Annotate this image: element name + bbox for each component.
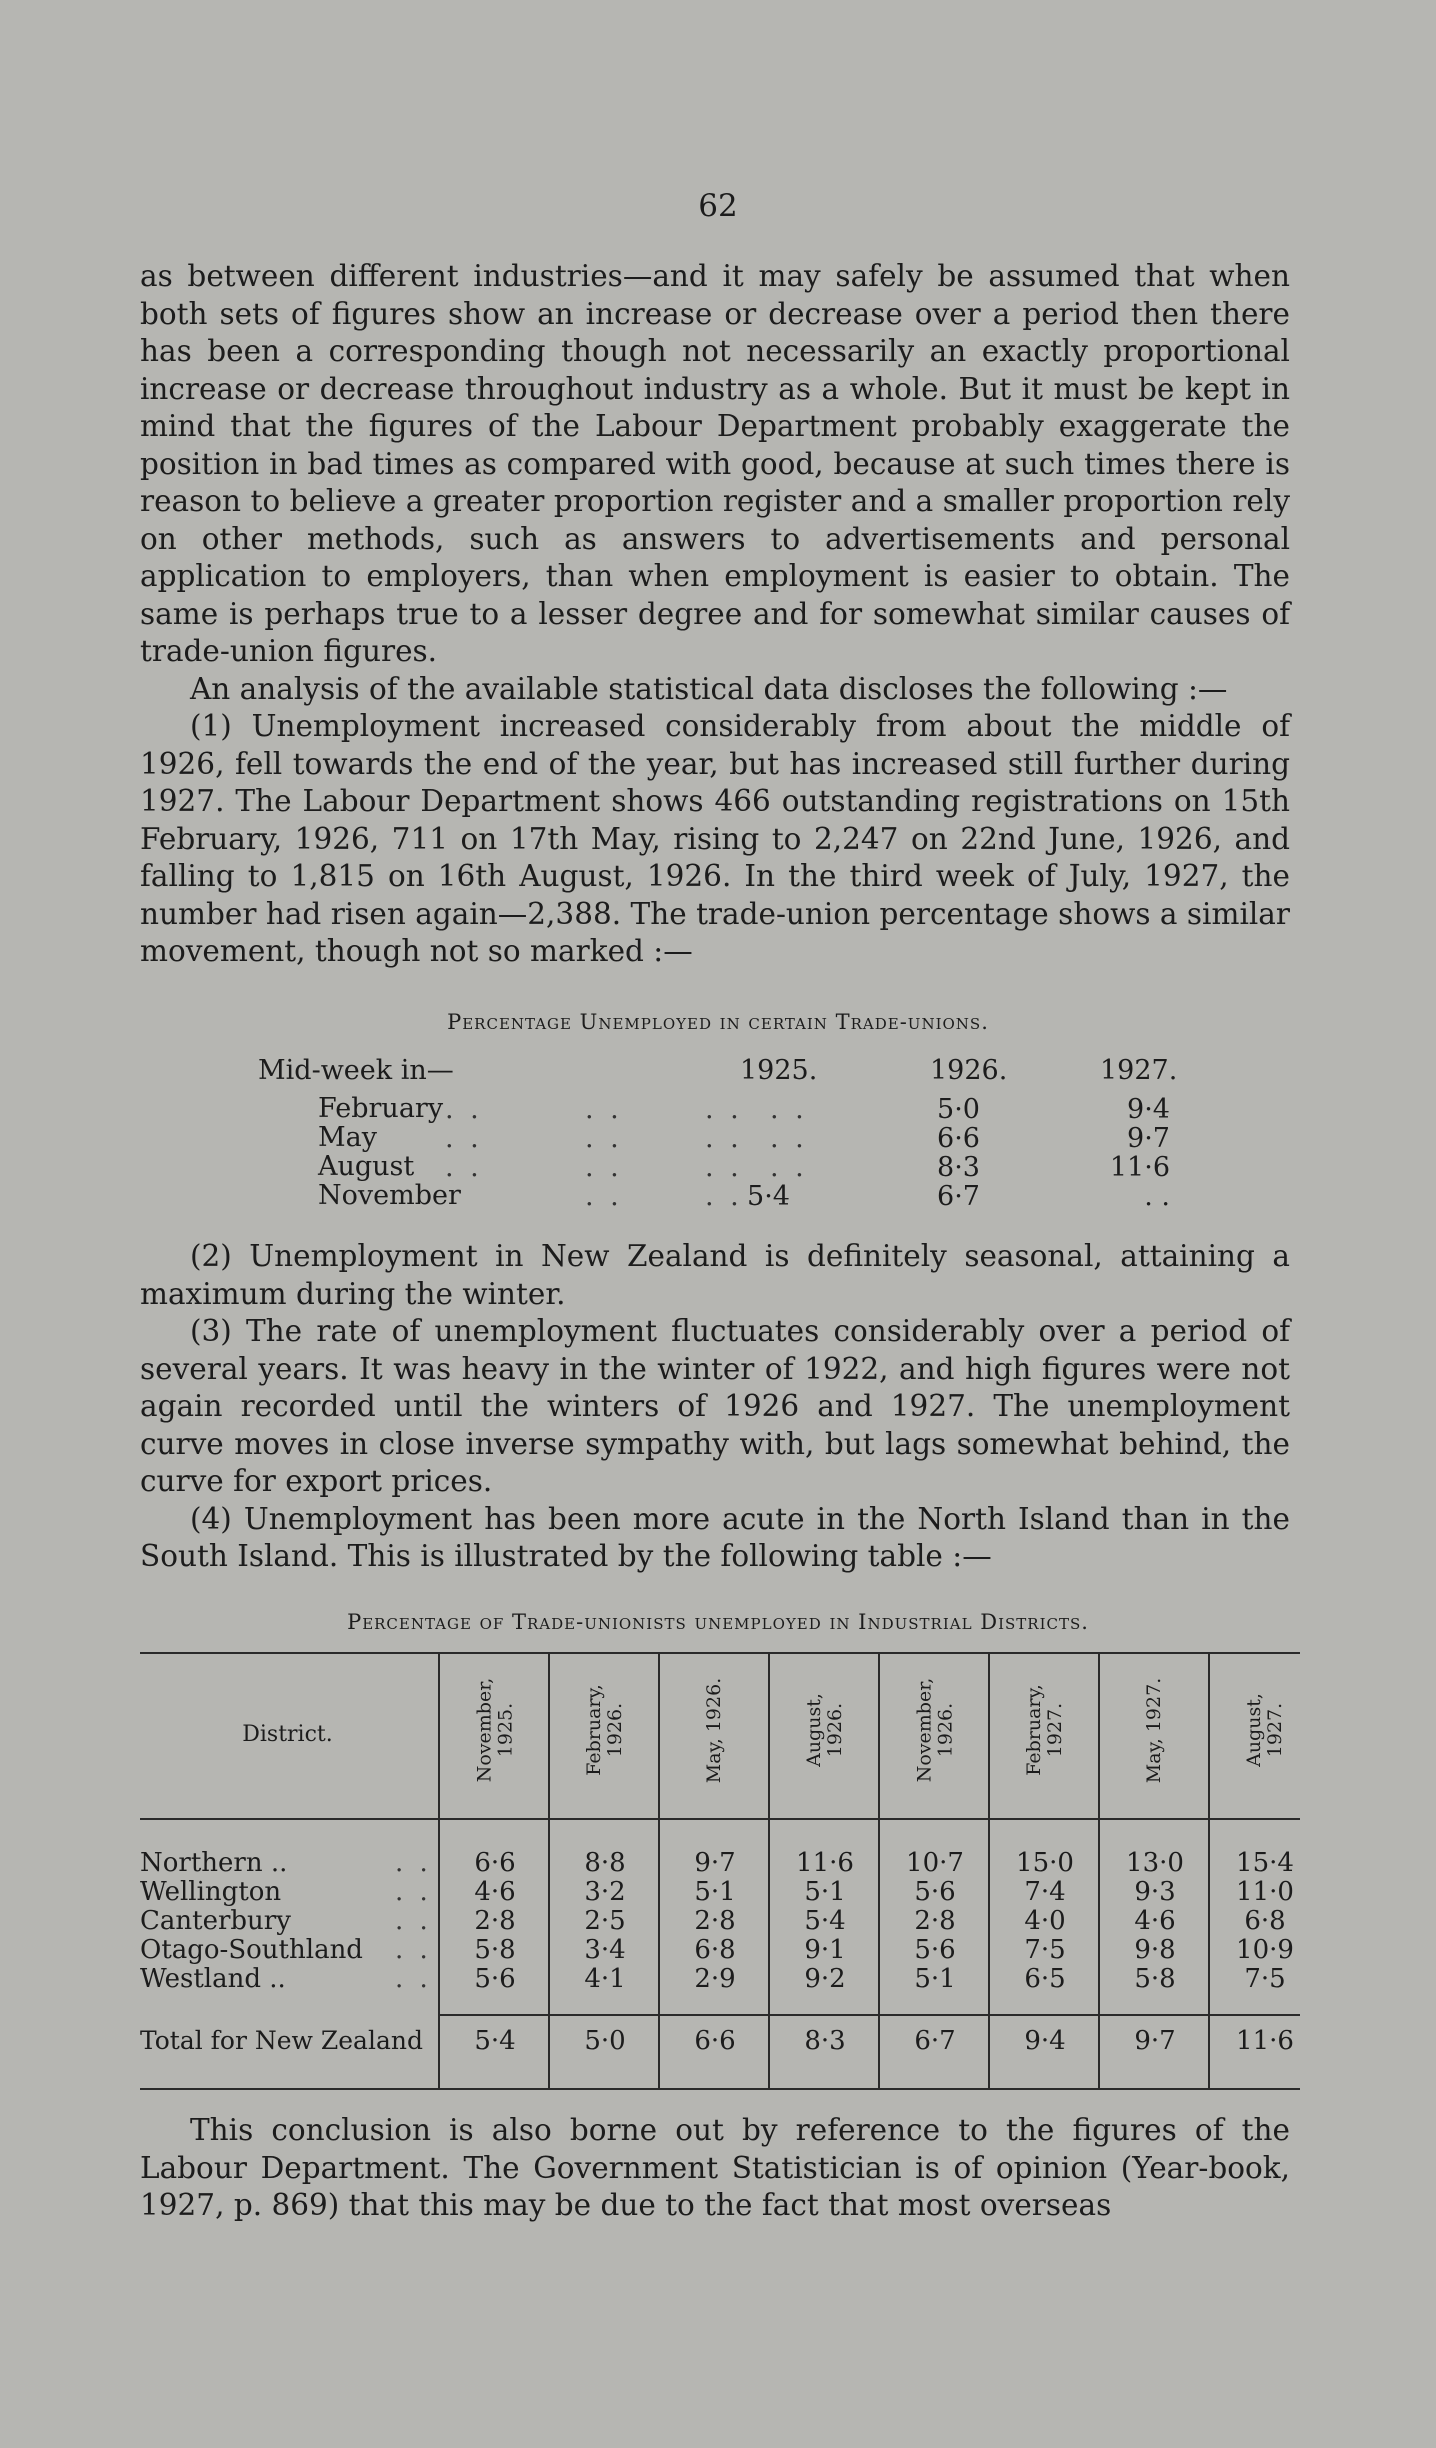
table2-cell: 11·6 <box>796 1848 854 1878</box>
paragraph: (3) The rate of unemployment fluctuates considerably over a period of several years. It was heavy in the winter of 1922, and high figures were not again recorded until the winters of 1926 and 1927. The unemployment curve moves in close inverse sympathy with, but lags somewhat behind, the curve for export prices. <box>140 1314 1290 1498</box>
table1-leader-dots: . . <box>585 1181 623 1212</box>
table2-total-cell: 6·7 <box>914 2026 956 2056</box>
table2-cell: 5·8 <box>474 1935 516 1965</box>
table2-cell: 2·8 <box>474 1906 516 1936</box>
table1-leader-dots: . . <box>585 1152 623 1183</box>
table1-year-1927: 1927. <box>1100 1055 1178 1086</box>
table2-column-header: November, 1926. <box>913 1677 956 1783</box>
table2-cell: 4·6 <box>474 1877 516 1907</box>
table2-cell: 8·8 <box>584 1848 626 1878</box>
paragraph: (4) Unemployment has been more acute in the North Island than in the South Island. This is illustrated by the following table :— <box>140 1501 1290 1573</box>
table1-leader-dots: . . <box>770 1094 808 1125</box>
table1-leader-dots: . . <box>770 1123 808 1154</box>
table2-cell: 9·7 <box>694 1848 736 1878</box>
table2-cell: 10·9 <box>1236 1935 1294 1965</box>
table2-column-header: February, 1927. <box>1023 1684 1066 1776</box>
table1-cell: 5·0 <box>937 1094 980 1125</box>
paragraph: (1) Unemployment increased considerably from about the middle of 1926, fell towards the end of the year, but has increased still further during 1927. The Labour Department shows 466 outstanding registrations on 15th February, 1926, 711 on 17th May, rising to 2,247 on 22nd June, 1926, and falling to 1,815 on 16th August, 1926. In the third week of July, 1927, the number had risen again—2,388. The trade-union percentage shows a similar movement, though not so marked :— <box>140 709 1290 968</box>
page-number: 62 <box>698 188 738 224</box>
table2-cell: 4·1 <box>584 1964 626 1994</box>
table2-cell: 11·0 <box>1236 1877 1294 1907</box>
table2-cell: 13·0 <box>1126 1848 1184 1878</box>
table2-cell: 2·9 <box>694 1964 736 1994</box>
table2-column-header: May, 1927. <box>1143 1677 1166 1783</box>
table2-cell: 5·4 <box>804 1906 846 1936</box>
table1-month: August <box>318 1151 415 1182</box>
table1-leader-dots: . . <box>445 1094 483 1125</box>
table1-leader-dots: . . <box>445 1152 483 1183</box>
table1-month: February <box>318 1093 444 1124</box>
table2-cell: 15·0 <box>1016 1848 1074 1878</box>
table1-leader-dots: . . <box>705 1181 743 1212</box>
table1-leader-dots: . . <box>705 1123 743 1154</box>
table2-total-rule <box>440 2014 1300 2016</box>
table2-total-cell: 8·3 <box>804 2026 846 2056</box>
table2-total-cell: 11·6 <box>1236 2026 1294 2056</box>
table2-cell: 2·5 <box>584 1906 626 1936</box>
table2-cell: 6·8 <box>694 1935 736 1965</box>
table2-cell: 9·3 <box>1134 1877 1176 1907</box>
table1-leader-dots: . . <box>770 1152 808 1183</box>
paragraph: as between different industries—and it may safely be assumed that when both sets of figures show an increase or decrease over a period then there has been a corresponding though not necessarily an exactly proportional increase or decrease throughout industry as a whole. But it must be kept in mind that the figures of the Labour Department probably exaggerate the position in bad times as compared with good, because at such times there is reason to believe a greater proportion register and a smaller proportion rely on other methods, such as answers to advertisements and personal application to employers, than when employment is easier to obtain. The same is perhaps true to a lesser degree and for somewhat similar causes of trade-union figures. <box>140 259 1290 668</box>
table2-cell: 2·8 <box>914 1906 956 1936</box>
table2-total-cell: 5·4 <box>474 2026 516 2056</box>
table2-total-cell: 9·7 <box>1134 2026 1176 2056</box>
table2-cell: 4·6 <box>1134 1906 1176 1936</box>
table2-cell: 5·1 <box>804 1877 846 1907</box>
table1-leader-dots: . . <box>445 1123 483 1154</box>
table1-month: May <box>318 1122 377 1153</box>
table1-leader-dots: . . <box>585 1094 623 1125</box>
table2-column-header: February, 1926. <box>583 1684 626 1776</box>
table1-leader-dots: . . <box>705 1094 743 1125</box>
table2-cell: 5·6 <box>914 1877 956 1907</box>
table2-cell: 6·8 <box>1244 1906 1286 1936</box>
table2-district-name: Otago-Southland <box>140 1935 363 1965</box>
table1-row-header: Mid-week in— <box>258 1055 454 1086</box>
table2-district-name: Westland .. <box>140 1964 286 1994</box>
table2-cell: 5·1 <box>914 1964 956 1994</box>
table2-column-header: August, 1926. <box>802 1693 846 1767</box>
table2-cell: 5·6 <box>474 1964 516 1994</box>
table1-cell: . . <box>1144 1181 1170 1212</box>
body-text-middle <box>140 1238 1290 1576</box>
table1-cell: 8·3 <box>937 1152 980 1183</box>
paragraph: (2) Unemployment in New Zealand is definitely seasonal, attaining a maximum during the winter. <box>140 1239 1290 1311</box>
table2-cell: 2·8 <box>694 1906 736 1936</box>
table2-cell: 3·4 <box>584 1935 626 1965</box>
table2-district-name: Canterbury <box>140 1906 291 1936</box>
table2-leader-dots: . . <box>395 1935 432 1965</box>
table2-header-rule <box>140 1818 1300 1820</box>
table2-total-cell: 9·4 <box>1024 2026 1066 2056</box>
table2-cell: 7·5 <box>1244 1964 1286 1994</box>
table2-cell: 7·4 <box>1024 1877 1066 1907</box>
table1-cell: 6·6 <box>937 1123 980 1154</box>
table2-leader-dots: . . <box>395 1906 432 1936</box>
table2-district-name: Wellington <box>140 1877 282 1907</box>
table2-cell: 5·6 <box>914 1935 956 1965</box>
table1-cell: 11·6 <box>1109 1152 1170 1183</box>
table2-cell: 9·1 <box>804 1935 846 1965</box>
table1-year-1925: 1925. <box>740 1055 818 1086</box>
table2-cell: 4·0 <box>1024 1906 1066 1936</box>
table2-cell: 7·5 <box>1024 1935 1066 1965</box>
paragraph: This conclusion is also borne out by reference to the figures of the Labour Department. The Government Statistician is of opinion (Year-book, 1927, p. 869) that this may be due to the fact that most overseas <box>140 2113 1290 2222</box>
table2-cell: 10·7 <box>906 1848 964 1878</box>
table2-leader-dots: . . <box>395 1877 432 1907</box>
table2-cell: 15·4 <box>1236 1848 1294 1878</box>
table2-cell: 5·1 <box>694 1877 736 1907</box>
table1-month: November <box>318 1180 461 1211</box>
table2-column-header: November, 1925. <box>473 1677 516 1783</box>
table2-total-cell: 5·0 <box>584 2026 626 2056</box>
paragraph: An analysis of the available statistical data discloses the following :— <box>190 671 1228 706</box>
table2-district-name: Northern .. <box>140 1848 288 1878</box>
table2-cell: 3·2 <box>584 1877 626 1907</box>
table2-leader-dots: . . <box>395 1964 432 1994</box>
table2-district-header: District. <box>242 1722 333 1747</box>
table2-total-label: Total for New Zealand <box>140 2026 423 2055</box>
table2-cell: 5·8 <box>1134 1964 1176 1994</box>
body-text-bottom <box>140 2112 1290 2225</box>
table2-column-header: August, 1927. <box>1242 1693 1286 1767</box>
table1-leader-dots: . . <box>705 1152 743 1183</box>
table1-cell: 6·7 <box>937 1181 980 1212</box>
table2-top-rule <box>140 1652 1300 1654</box>
table1-year-1926: 1926. <box>930 1055 1008 1086</box>
table2-cell: 6·6 <box>474 1848 516 1878</box>
table1-cell: 5·4 <box>747 1181 790 1212</box>
table2-column-header: May, 1926. <box>703 1677 726 1783</box>
body-text-top <box>140 258 1290 971</box>
table1-leader-dots: . . <box>585 1123 623 1154</box>
table2-bottom-rule <box>140 2088 1300 2090</box>
table1-cell: 9·7 <box>1127 1123 1170 1154</box>
table1-cell: 9·4 <box>1127 1094 1170 1125</box>
table2-cell: 9·8 <box>1134 1935 1176 1965</box>
table2-leader-dots: . . <box>395 1848 432 1878</box>
table2-cell: 6·5 <box>1024 1964 1066 1994</box>
table2-caption: Percentage of Trade-unionists unemployed in Industrial Districts. <box>347 1610 1089 1634</box>
table2-total-cell: 6·6 <box>694 2026 736 2056</box>
table2-cell: 9·2 <box>804 1964 846 1994</box>
table1-caption: Percentage Unemployed in certain Trade-unions. <box>447 1010 989 1034</box>
